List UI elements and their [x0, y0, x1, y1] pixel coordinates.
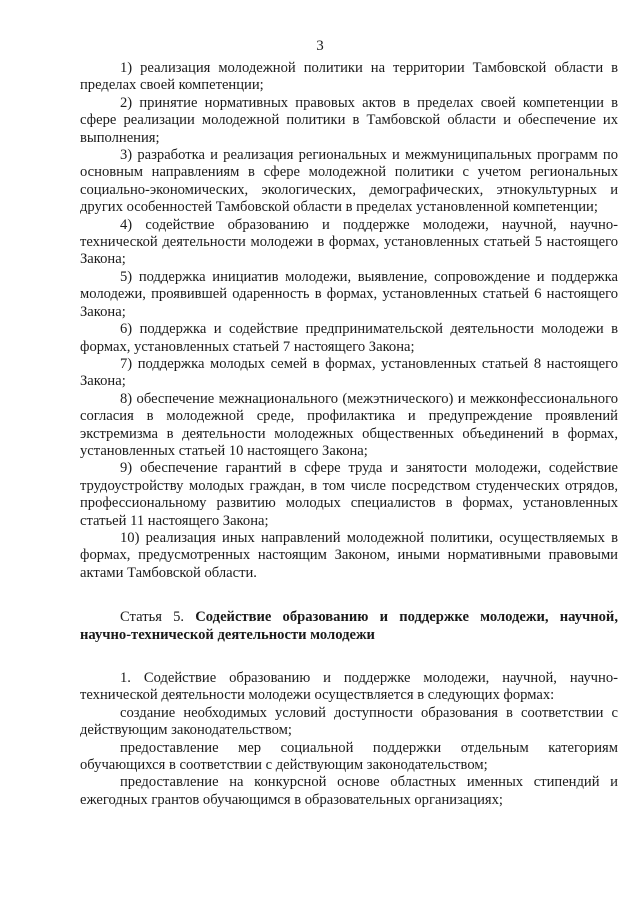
page-number: 3	[316, 38, 324, 54]
article-paragraph: 1. Содействие образованию и поддержке молодежи, научной, научно-технической деятельности молодежи осуществляется в следующих формах:	[80, 670, 618, 704]
article-paragraph: создание необходимых условий доступности образования в соответствии с действующим законодательством;	[80, 704, 618, 739]
article-title: Содействие образованию и поддержке молодежи, научной, научно-технической деятельности молодежи	[80, 609, 618, 643]
list-item: 3) разработка и реализация региональных и межмуниципальных программ по основным направлениям в сфере молодежной политики с учетом региональных социально-экономических, экологических, демографических, этнокультурных и других особенностей Тамбовской области в пределах установленной компетенции;	[80, 147, 618, 216]
article-label: Статья 5.	[120, 609, 185, 626]
list-item: 8) обеспечение межнационального (межэтнического) и межконфессионального согласия в молодежной среде, профилактика и предупреждение проявлений экстремизма в деятельности молодежных общественных объединений в формах, установленных статьей 10 настоящего Закона;	[80, 390, 618, 459]
article-paragraph: предоставление на конкурсной основе областных именных стипендий и ежегодных грантов обучающимся в образовательных организациях;	[80, 774, 618, 808]
document-body	[80, 60, 618, 809]
article-heading	[80, 609, 618, 644]
list-item: 1) реализация молодежной политики на территории Тамбовской области в пределах своей компетенции;	[80, 60, 618, 94]
article-paragraph: предоставление мер социальной поддержки отдельным категориям обучающихся в соответствии с действующим законодательством;	[80, 739, 618, 774]
list-item: 5) поддержка инициатив молодежи, выявление, сопровождение и поддержка молодежи, проявившей одаренность в формах, установленных статьей 6 настоящего Закона;	[80, 268, 618, 320]
list-item: 2) принятие нормативных правовых актов в пределах своей компетенции в сфере реализации молодежной политики в Тамбовской области и обеспечение их выполнения;	[80, 94, 618, 146]
list-item: 10) реализация иных направлений молодежной политики, осуществляемых в формах, предусмотренных настоящим Законом, иными нормативными правовыми актами Тамбовской области.	[80, 529, 618, 581]
list-item: 6) поддержка и содействие предпринимательской деятельности молодежи в формах, установленных статьей 7 настоящего Закона;	[80, 321, 618, 355]
list-item: 4) содействие образованию и поддержке молодежи, научной, научно-технической деятельности молодежи в формах, установленных статьей 5 настоящего Закона;	[80, 216, 618, 268]
list-item: 9) обеспечение гарантий в сфере труда и занятости молодежи, содействие трудоустройству молодых граждан, в том числе посредством студенческих отрядов, профессиональному развитию молодых специалистов в формах, установленных статьей 11 настоящего Закона;	[80, 460, 618, 529]
list-item: 7) поддержка молодых семей в формах, установленных статьей 8 настоящего Закона;	[80, 355, 618, 390]
